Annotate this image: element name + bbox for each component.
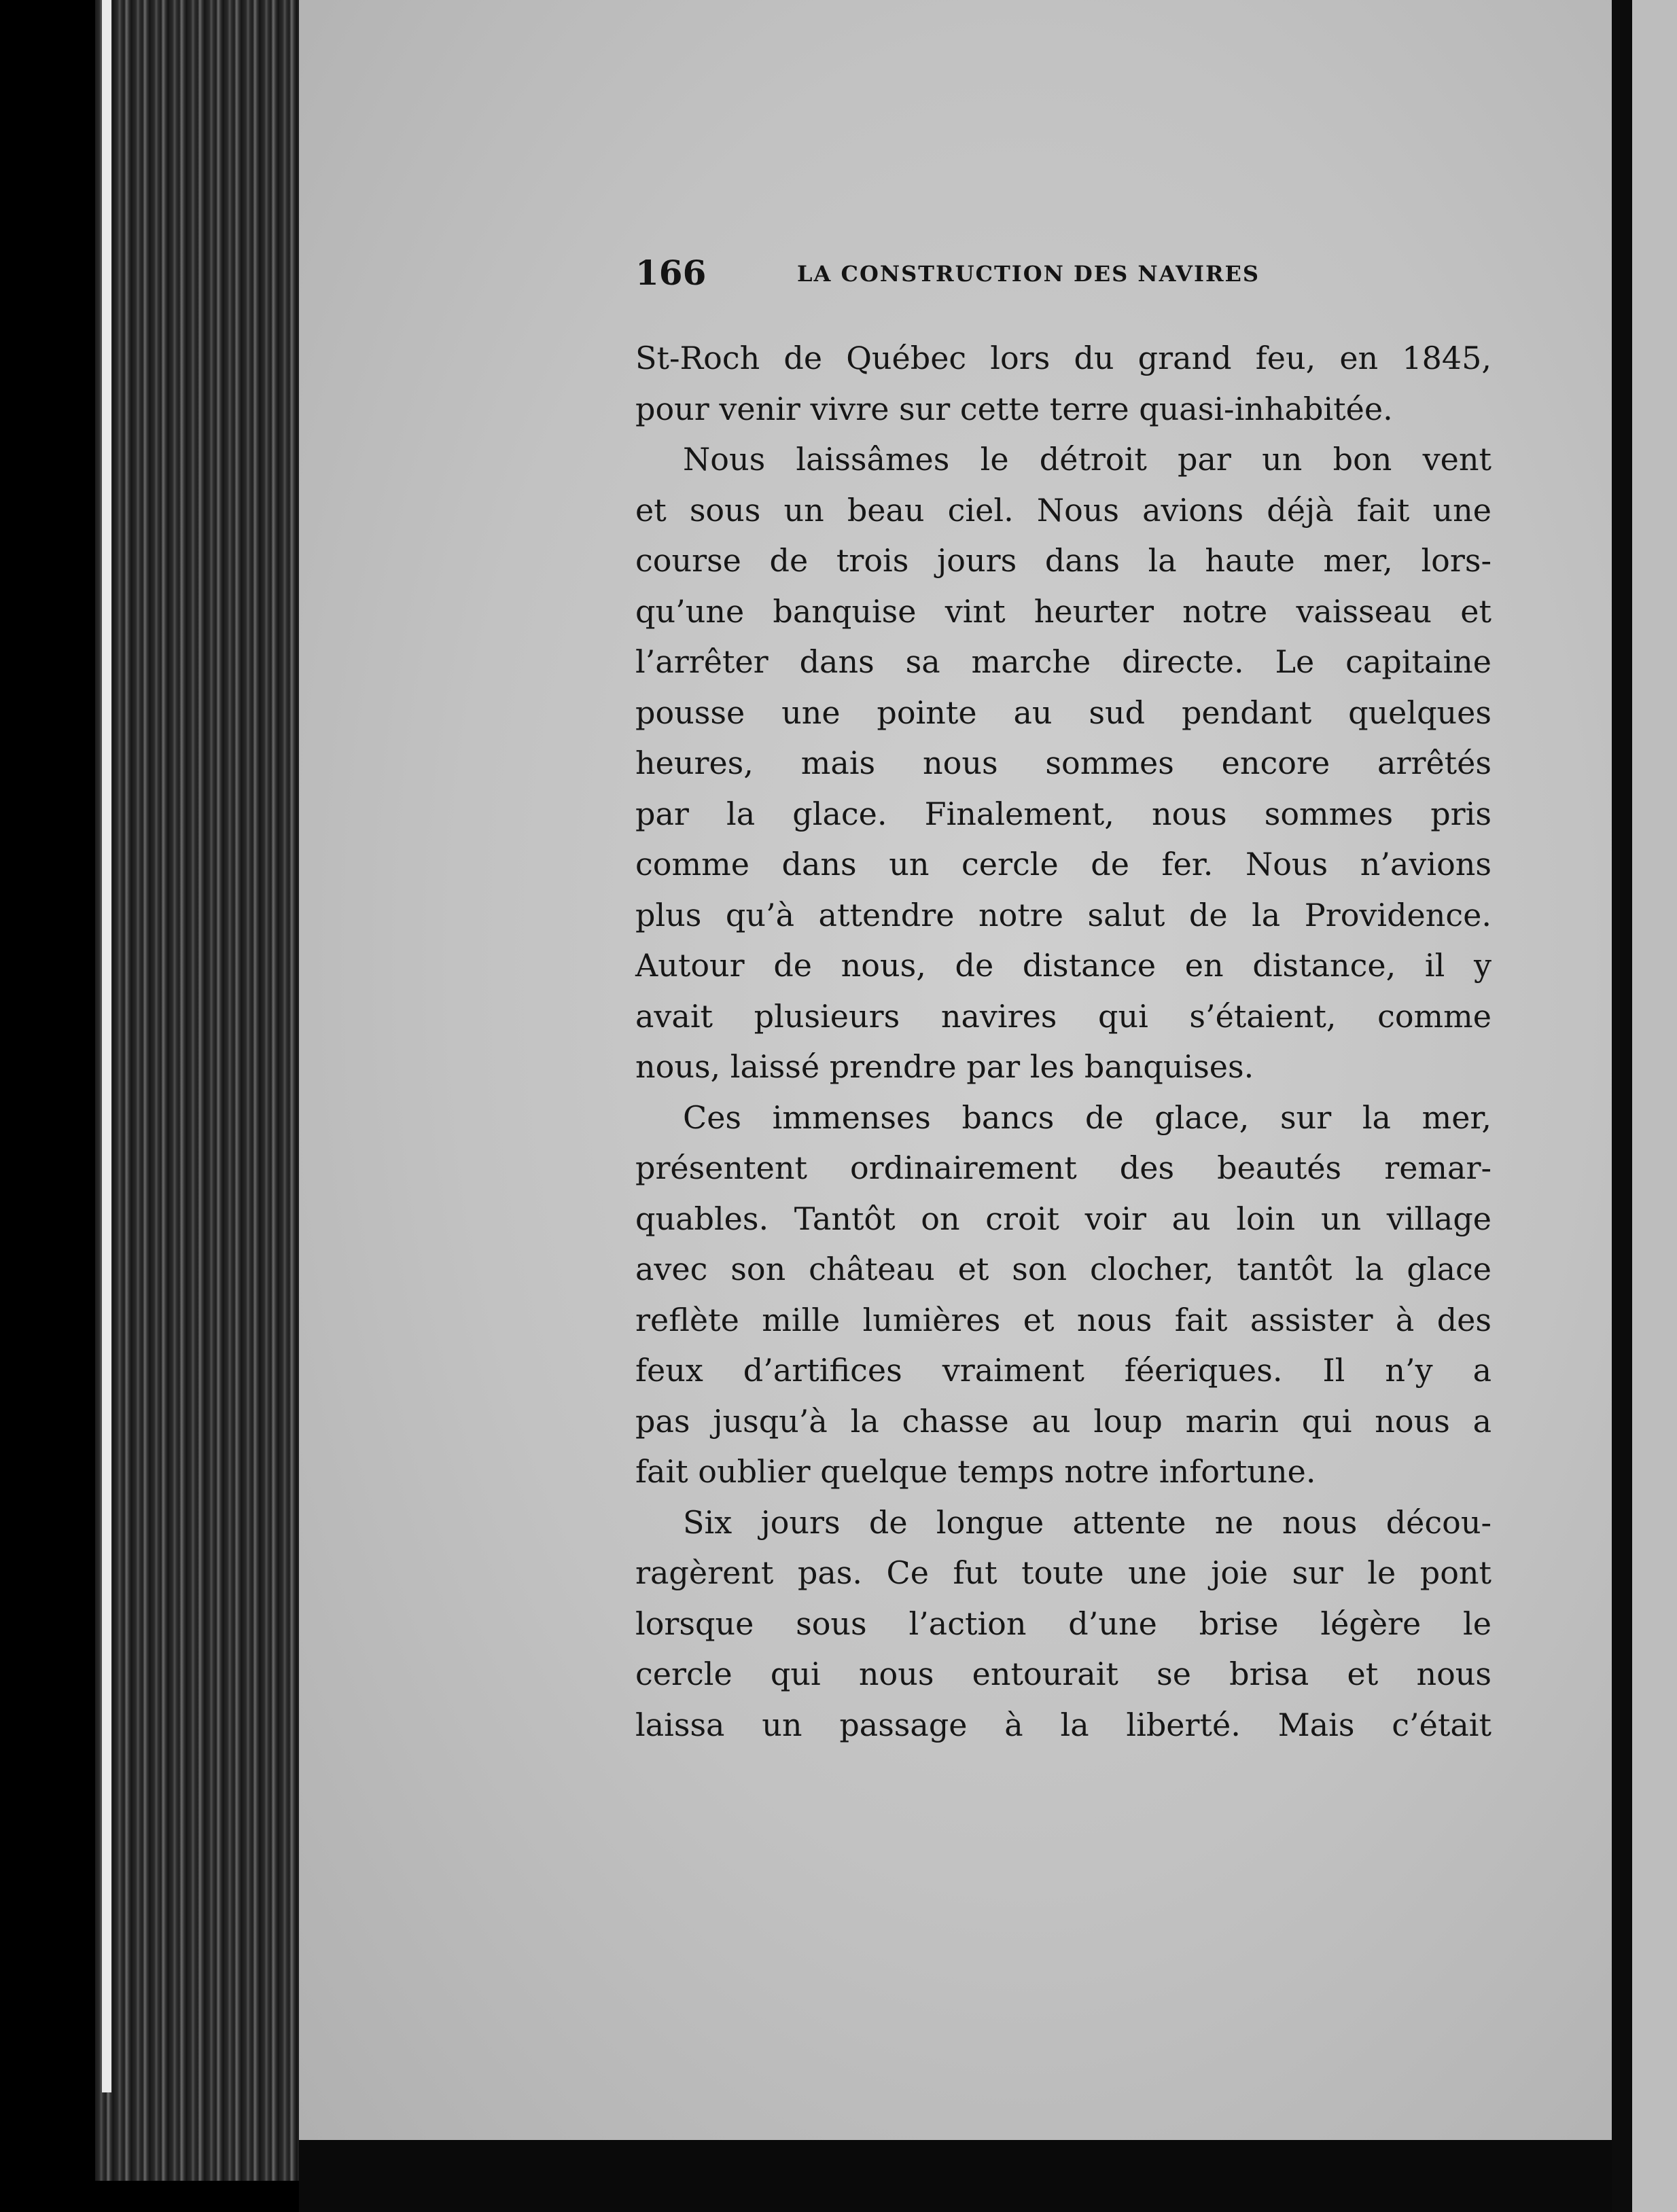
text-line: avait plusieurs navires qui s’étaient, comme (635, 997, 1491, 1035)
text-line: Ces immenses bancs de glace, sur la mer, (683, 1099, 1491, 1136)
facing-page-edge (1632, 0, 1677, 2212)
text-line: lorsque sous l’action d’une brise légère le (635, 1605, 1491, 1642)
text-line: St-Roch de Québec lors du grand feu, en 1845, (635, 340, 1491, 376)
page-edges (95, 0, 306, 2181)
text-line: présentent ordinairement des beautés remar- (635, 1149, 1491, 1186)
text-line: par la glace. Finalement, nous sommes pris (635, 795, 1491, 832)
page-header (635, 253, 1315, 300)
text-line: Nous laissâmes le détroit par un bon vent (683, 441, 1491, 478)
gutter-shadow (1612, 0, 1632, 2212)
body-text (635, 333, 1491, 1750)
text-line: laissa un passage à la liberté. Mais c’était (635, 1706, 1491, 1743)
text-line: qu’une banquise vint heurter notre vaisseau et (635, 592, 1491, 630)
text-line: nous, laissé prendre par les banquises. (635, 1048, 1254, 1085)
running-title: LA CONSTRUCTION DES NAVIRES (797, 261, 1260, 287)
text-line: Six jours de longue attente ne nous décou- (683, 1503, 1491, 1541)
text-line: reflète mille lumières et nous fait assister à des (635, 1301, 1491, 1338)
text-line: l’arrêter dans sa marche directe. Le capitaine (635, 643, 1491, 680)
text-line: plus qu’à attendre notre salut de la Providence. (635, 896, 1491, 933)
text-line: comme dans un cercle de fer. Nous n’avions (635, 846, 1491, 882)
text-line: avec son château et son clocher, tantôt la glace (635, 1251, 1491, 1287)
text-line: quables. Tantôt on croit voir au loin un village (635, 1200, 1491, 1237)
text-line: cercle qui nous entourait se brisa et nous (635, 1656, 1491, 1692)
text-line: pour venir vivre sur cette terre quasi-inhabitée. (635, 390, 1393, 427)
text-line: course de trois jours dans la haute mer, lors- (635, 542, 1491, 579)
page-edge-highlight (102, 0, 111, 2092)
text-line: pousse une pointe au sud pendant quelques (635, 694, 1491, 731)
text-line: ragèrent pas. Ce fut toute une joie sur le pont (635, 1554, 1491, 1591)
text-line: feux d’artifices vraiment féeriques. Il n’y a (635, 1352, 1491, 1389)
text-line: Autour de nous, de distance en distance, il y (635, 947, 1491, 984)
bottom-shadow (299, 2140, 1612, 2212)
text-line: fait oublier quelque temps notre infortune. (635, 1453, 1316, 1490)
text-line: pas jusqu’à la chasse au loup marin qui nous a (635, 1402, 1491, 1440)
page-number: 166 (635, 253, 707, 293)
text-line: et sous un beau ciel. Nous avions déjà fait une (635, 491, 1491, 529)
text-line: heures, mais nous sommes encore arrêtés (635, 745, 1491, 781)
